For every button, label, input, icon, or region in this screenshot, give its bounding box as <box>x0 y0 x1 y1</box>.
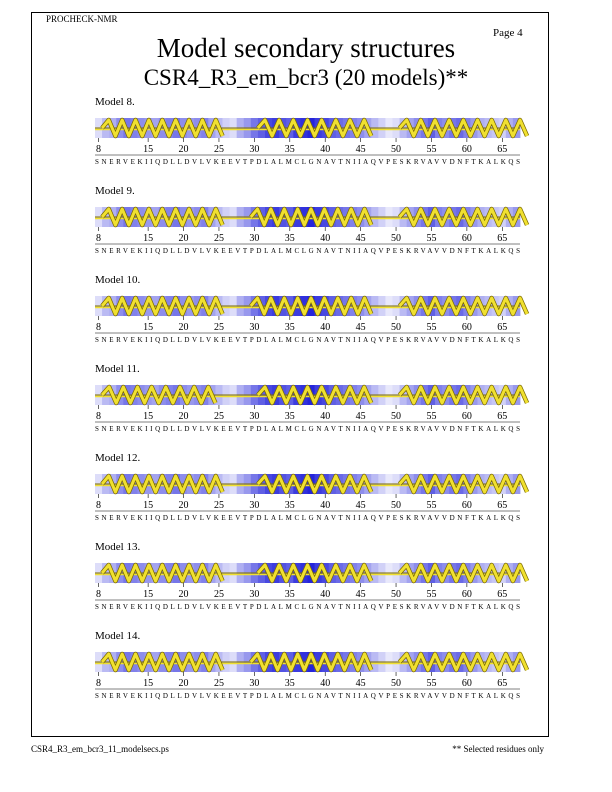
tick-label: 40 <box>320 322 331 333</box>
tick-label: 40 <box>320 589 331 600</box>
tick-label: 8 <box>96 233 102 244</box>
tick-label: 30 <box>249 322 260 333</box>
tick-label: 45 <box>355 589 366 600</box>
tick-label: 8 <box>96 411 102 422</box>
tick-label: 50 <box>391 322 402 333</box>
tick-label: 40 <box>320 144 331 155</box>
model-label: Model 12. <box>95 452 141 464</box>
model-strip <box>0 185 612 275</box>
tick-label: 65 <box>497 233 508 244</box>
tick-label: 30 <box>249 678 260 689</box>
tick-label: 55 <box>426 233 437 244</box>
tick-label: 60 <box>461 678 472 689</box>
tick-label: 25 <box>213 500 224 511</box>
page-title: Model secondary structures <box>156 33 456 63</box>
tick-label: 50 <box>391 500 402 511</box>
tick-label: 60 <box>461 322 472 333</box>
tick-label: 20 <box>178 233 189 244</box>
sequence-text: SNERVEKIIQDLLDVLVKEEVTPDLALMCLGNAVTNIIAQVPESKRVAVVDNFTKALKQS <box>95 514 521 522</box>
model-strip <box>0 541 612 631</box>
tick-label: 20 <box>178 322 189 333</box>
tick-label: 40 <box>320 411 331 422</box>
sequence-text: SNERVEKIIQDLLDVLVKEEVTPDLALMCLGNAVTNIIAQVPESKRVAVVDNFTKALKQS <box>95 247 521 255</box>
sequence-text: SNERVEKIIQDLLDVLVKEEVTPDLALMCLGNAVTNIIAQVPESKRVAVVDNFTKALKQS <box>95 603 521 611</box>
tick-label: 55 <box>426 500 437 511</box>
tick-label: 15 <box>143 144 154 155</box>
tick-label: 20 <box>178 678 189 689</box>
tick-label: 55 <box>426 144 437 155</box>
tick-label: 15 <box>143 589 154 600</box>
tick-label: 60 <box>461 233 472 244</box>
tick-label: 50 <box>391 589 402 600</box>
tick-label: 65 <box>497 678 508 689</box>
tick-label: 55 <box>426 589 437 600</box>
tick-label: 20 <box>178 589 189 600</box>
sequence-text: SNERVEKIIQDLLDVLVKEEVTPDLALMCLGNAVTNIIAQVPESKRVAVVDNFTKALKQS <box>95 336 521 344</box>
tick-label: 40 <box>320 678 331 689</box>
tick-label: 15 <box>143 411 154 422</box>
tick-label: 30 <box>249 589 260 600</box>
tick-label: 60 <box>461 500 472 511</box>
tick-label: 50 <box>391 678 402 689</box>
tick-label: 65 <box>497 500 508 511</box>
model-label: Model 13. <box>95 541 141 553</box>
tick-label: 15 <box>143 500 154 511</box>
tick-label: 8 <box>96 144 102 155</box>
tick-label: 50 <box>391 144 402 155</box>
tick-label: 35 <box>284 678 295 689</box>
tick-label: 35 <box>284 500 295 511</box>
page-number: Page 4 <box>493 27 523 39</box>
tick-label: 35 <box>284 589 295 600</box>
tick-label: 35 <box>284 322 295 333</box>
model-panel <box>0 363 612 453</box>
tick-label: 25 <box>213 322 224 333</box>
model-strip <box>0 452 612 542</box>
tick-label: 40 <box>320 233 331 244</box>
tick-label: 45 <box>355 144 366 155</box>
tick-label: 40 <box>320 500 331 511</box>
tick-label: 15 <box>143 322 154 333</box>
tick-label: 65 <box>497 144 508 155</box>
model-panel <box>0 452 612 542</box>
model-strip <box>0 363 612 453</box>
tick-label: 65 <box>497 322 508 333</box>
tick-label: 35 <box>284 411 295 422</box>
tick-label: 15 <box>143 233 154 244</box>
tick-label: 35 <box>284 144 295 155</box>
tick-label: 50 <box>391 411 402 422</box>
tick-label: 55 <box>426 678 437 689</box>
tick-label: 20 <box>178 500 189 511</box>
tick-label: 8 <box>96 500 102 511</box>
tick-label: 20 <box>178 144 189 155</box>
tick-label: 55 <box>426 322 437 333</box>
tick-label: 50 <box>391 233 402 244</box>
tick-label: 15 <box>143 678 154 689</box>
tick-label: 60 <box>461 411 472 422</box>
model-label: Model 14. <box>95 630 141 642</box>
tick-label: 35 <box>284 233 295 244</box>
model-strip <box>0 630 612 720</box>
model-strip <box>0 274 612 364</box>
tick-label: 65 <box>497 589 508 600</box>
tick-label: 45 <box>355 500 366 511</box>
model-strip <box>0 96 612 186</box>
model-panel <box>0 185 612 275</box>
tick-label: 30 <box>249 144 260 155</box>
program-name: PROCHECK-NMR <box>46 14 118 24</box>
model-label: Model 9. <box>95 185 135 197</box>
tick-label: 8 <box>96 589 102 600</box>
tick-label: 25 <box>213 233 224 244</box>
model-panel <box>0 541 612 631</box>
tick-label: 30 <box>249 233 260 244</box>
tick-label: 30 <box>249 500 260 511</box>
tick-label: 60 <box>461 589 472 600</box>
tick-label: 8 <box>96 322 102 333</box>
footer-filename: CSR4_R3_em_bcr3_11_modelsecs.ps <box>31 744 169 754</box>
sequence-text: SNERVEKIIQDLLDVLVKEEVTPDLALMCLGNAVTNIIAQVPESKRVAVVDNFTKALKQS <box>95 158 521 166</box>
model-label: Model 8. <box>95 96 135 108</box>
tick-label: 45 <box>355 411 366 422</box>
tick-label: 55 <box>426 411 437 422</box>
footer-note: ** Selected residues only <box>452 744 544 754</box>
model-label: Model 11. <box>95 363 140 375</box>
tick-label: 8 <box>96 678 102 689</box>
model-panel <box>0 274 612 364</box>
model-panel <box>0 96 612 186</box>
tick-label: 45 <box>355 233 366 244</box>
model-label: Model 10. <box>95 274 141 286</box>
tick-label: 25 <box>213 678 224 689</box>
tick-label: 45 <box>355 678 366 689</box>
tick-label: 45 <box>355 322 366 333</box>
model-panel <box>0 630 612 720</box>
tick-label: 25 <box>213 144 224 155</box>
tick-label: 20 <box>178 411 189 422</box>
tick-label: 30 <box>249 411 260 422</box>
sequence-text: SNERVEKIIQDLLDVLVKEEVTPDLALMCLGNAVTNIIAQVPESKRVAVVDNFTKALKQS <box>95 425 521 433</box>
sequence-text: SNERVEKIIQDLLDVLVKEEVTPDLALMCLGNAVTNIIAQVPESKRVAVVDNFTKALKQS <box>95 692 521 700</box>
tick-label: 65 <box>497 411 508 422</box>
page-subtitle: CSR4_R3_em_bcr3 (20 models)** <box>143 65 469 90</box>
tick-label: 25 <box>213 589 224 600</box>
tick-label: 25 <box>213 411 224 422</box>
tick-label: 60 <box>461 144 472 155</box>
